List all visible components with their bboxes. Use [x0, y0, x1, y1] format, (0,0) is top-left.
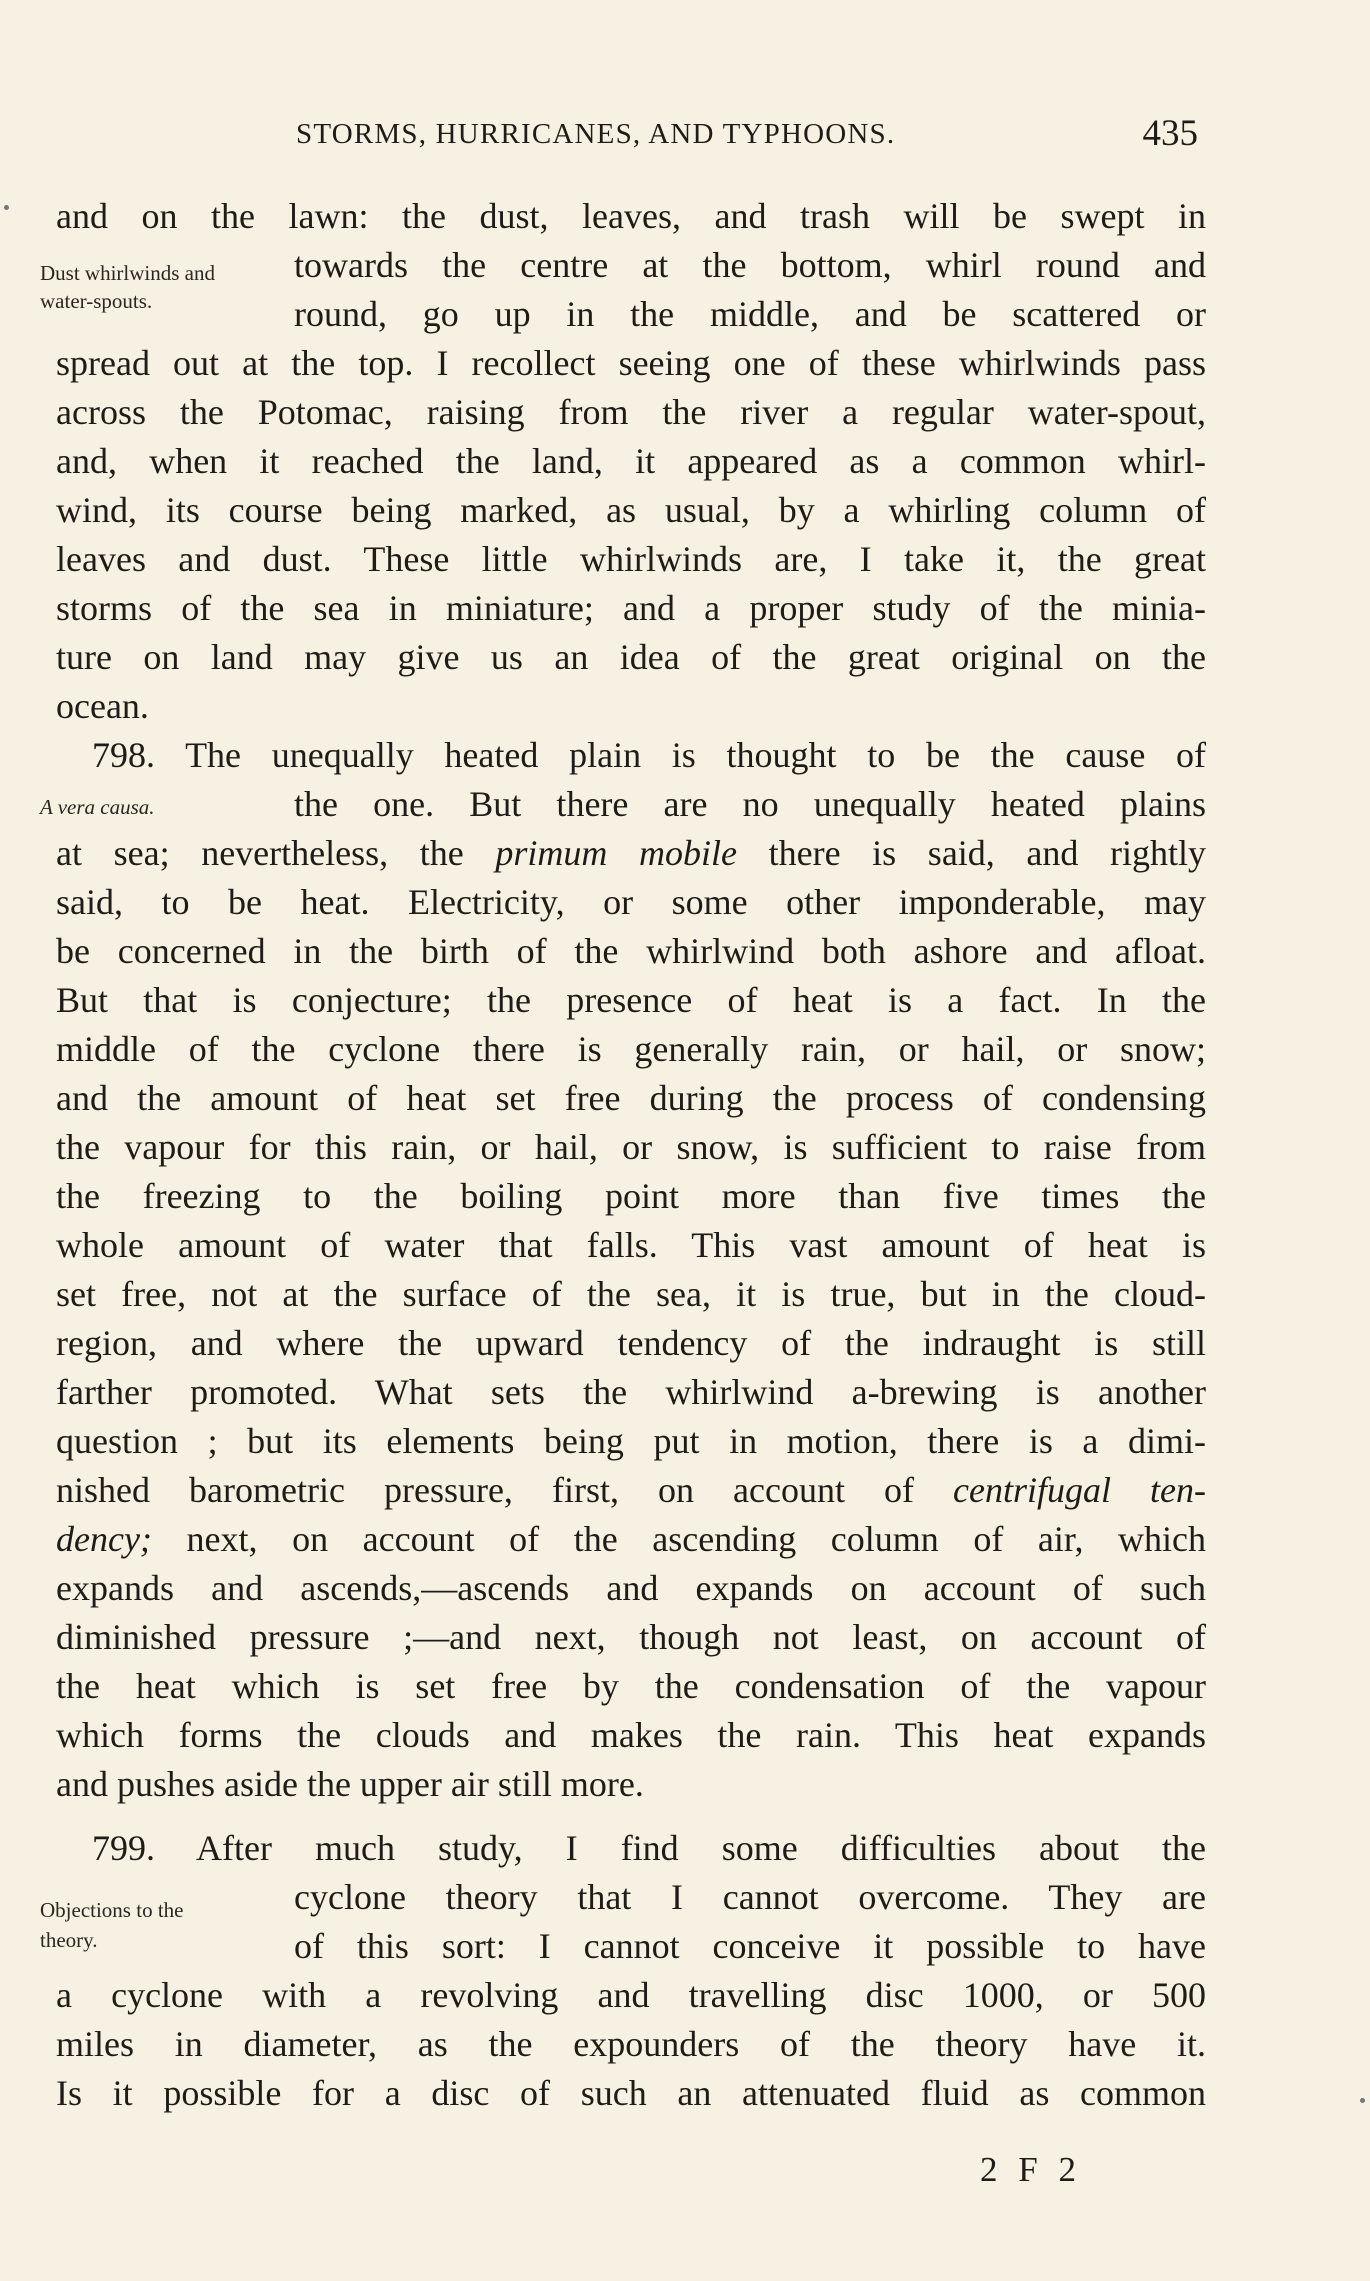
- text-line: set free, not at the surface of the sea, it is true, but in the cloud-: [56, 1274, 1206, 1314]
- margin-note-water-spouts: water-spouts.: [40, 289, 153, 313]
- paragraph-798-start: 798. The unequally heated plain is thought to be the cause of: [92, 735, 1206, 775]
- text-line: region, and where the upward tendency of the indraught is still: [56, 1323, 1206, 1363]
- text-line: storms of the sea in miniature; and a proper study of the minia-: [56, 588, 1206, 628]
- text-line: farther promoted. What sets the whirlwind a-brewing is another: [56, 1372, 1206, 1412]
- text-line: and the amount of heat set free during the process of condensing: [56, 1078, 1206, 1118]
- italic-phrase: primum mobile: [495, 833, 737, 873]
- running-title: STORMS, HURRICANES, AND TYPHOONS.: [296, 118, 896, 150]
- text-line: which forms the clouds and makes the rain. This heat expands: [56, 1715, 1206, 1755]
- text-line: the vapour for this rain, or hail, or snow, is sufficient to raise from: [56, 1127, 1206, 1167]
- text-line: said, to be heat. Electricity, or some other imponderable, may: [56, 882, 1206, 922]
- text-line: leaves and dust. These little whirlwinds are, I take it, the great: [56, 539, 1206, 579]
- text-line: middle of the cyclone there is generally rain, or hail, or snow;: [56, 1029, 1206, 1069]
- text-line: Is it possible for a disc of such an attenuated fluid as common: [56, 2073, 1206, 2113]
- text-line: question ; but its elements being put in motion, there is a dimi-: [56, 1421, 1206, 1461]
- margin-note-objections: Objections to the: [40, 1898, 184, 1922]
- running-head: [296, 112, 1206, 156]
- text-line: [56, 829, 1206, 878]
- text-line: the heat which is set free by the condensation of the vapour: [56, 1666, 1206, 1706]
- text-segment: there is said, and rightly: [768, 833, 1207, 873]
- page-speck: [4, 205, 9, 210]
- margin-note-vera-causa: A vera causa.: [40, 795, 155, 819]
- text-line: of this sort: I cannot conceive it possible to have: [294, 1926, 1206, 1966]
- text-line: [56, 1515, 1206, 1564]
- text-line: But that is conjecture; the presence of heat is a fact. In the: [56, 980, 1206, 1020]
- text-segment: next, on account of the ascending column of air, which: [186, 1519, 1207, 1559]
- italic-phrase: centrifugal ten-: [953, 1470, 1207, 1510]
- text-line: and on the lawn: the dust, leaves, and trash will be swept in: [56, 196, 1206, 236]
- text-line: cyclone theory that I cannot overcome. They are: [294, 1877, 1206, 1917]
- text-line: a cyclone with a revolving and travelling disc 1000, or 500: [56, 1975, 1206, 2015]
- text-line: towards the centre at the bottom, whirl round and: [294, 245, 1206, 285]
- text-line: diminished pressure ;—and next, though not least, on account of: [56, 1617, 1206, 1657]
- text-line: ture on land may give us an idea of the great original on the: [56, 637, 1206, 677]
- text-line: [56, 1466, 1206, 1515]
- text-line: wind, its course being marked, as usual, by a whirling column of: [56, 490, 1206, 530]
- signature-mark: 2 F 2: [980, 2150, 1082, 2189]
- text-line: be concerned in the birth of the whirlwind both ashore and afloat.: [56, 931, 1206, 971]
- margin-note-dust-whirlwinds: Dust whirlwinds and: [40, 261, 215, 285]
- text-segment: at sea; nevertheless, the: [56, 833, 464, 873]
- text-line: the one. But there are no unequally heated plains: [294, 784, 1206, 824]
- italic-phrase: dency;: [56, 1519, 152, 1559]
- text-line: across the Potomac, raising from the river a regular water-spout,: [56, 392, 1206, 432]
- page-number: 435: [1142, 113, 1198, 154]
- text-line: round, go up in the middle, and be scattered or: [294, 294, 1206, 334]
- text-line: ocean.: [56, 686, 149, 726]
- text-line: and, when it reached the land, it appeared as a common whirl-: [56, 441, 1206, 481]
- page-speck: [1360, 2098, 1365, 2103]
- margin-note-theory: theory.: [40, 1928, 98, 1952]
- text-line: the freezing to the boiling point more than five times the: [56, 1176, 1206, 1216]
- text-line: whole amount of water that falls. This vast amount of heat is: [56, 1225, 1206, 1265]
- paragraph-799-start: 799. After much study, I find some difficulties about the: [92, 1828, 1206, 1868]
- text-line: expands and ascends,—ascends and expands on account of such: [56, 1568, 1206, 1608]
- text-line: and pushes aside the upper air still more.: [56, 1764, 644, 1804]
- text-line: miles in diameter, as the expounders of the theory have it.: [56, 2024, 1206, 2064]
- text-line: spread out at the top. I recollect seeing one of these whirlwinds pass: [56, 343, 1206, 383]
- text-segment: nished barometric pressure, first, on account of: [56, 1470, 914, 1510]
